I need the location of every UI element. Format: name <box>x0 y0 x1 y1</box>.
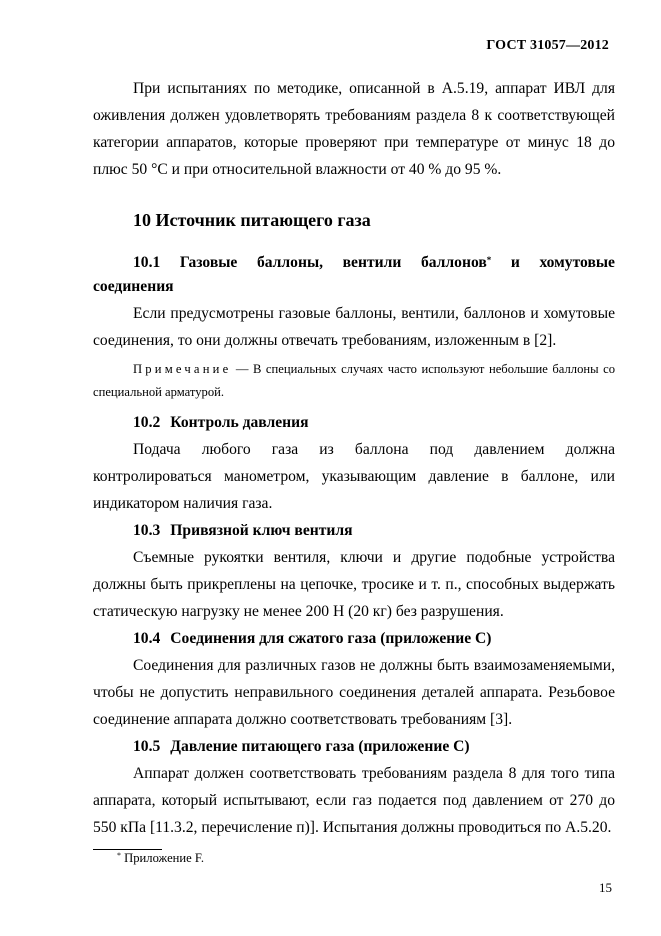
heading-num: 10.1 <box>133 254 161 271</box>
note-label: Примечание <box>133 362 232 376</box>
heading-word: баллоны, <box>256 254 324 271</box>
heading-num: 10.3 <box>133 522 161 539</box>
heading-text: Давление питающего газа (приложение С) <box>170 738 470 755</box>
footnote-separator <box>93 849 162 850</box>
heading-text: Контроль давления <box>170 414 309 431</box>
heading-continuation: соединения <box>93 278 174 295</box>
intro-line-1: При испытаниях по методике, описанной в А.5.19, аппарат ИВЛ для <box>133 80 615 97</box>
footnote-mark: * <box>117 851 121 860</box>
subsection-heading <box>93 409 615 436</box>
heading-word: вентили <box>342 254 402 271</box>
note <box>93 358 615 404</box>
heading-num: 10.2 <box>133 414 161 431</box>
subsection-heading <box>93 517 615 544</box>
subsection-10-3 <box>93 517 615 625</box>
subsection-body: Съемные рукоятки вентиля, ключи и другие подобные устройства должны быть прикреплены на цепочке, тросике и т. п., способных выдержать статическую нагрузку не менее 200 Н (20 кг) без разрушения. <box>93 549 615 620</box>
section-title: Источник питающего газа <box>155 210 371 230</box>
subsection-heading <box>93 625 615 652</box>
subsection-heading <box>93 249 615 276</box>
section-number: 10 <box>133 210 151 230</box>
subsection-body: Если предусмотрены газовые баллоны, вентили, баллонов и хомутовые соединения, то они должны отвечать требованиям, изложенным в [2]. <box>93 305 615 349</box>
page-number: 15 <box>599 880 612 895</box>
heading-text: Соединения для сжатого газа (приложение С) <box>170 630 492 647</box>
heading-word <box>421 249 491 276</box>
subsection-heading <box>93 733 615 760</box>
heading-word: Газовые <box>179 254 238 271</box>
heading-word-text: баллонов <box>420 254 487 271</box>
subsection-10-2 <box>93 409 615 517</box>
intro-rest: оживления должен удовлетворять требованиям раздела 8 к соответствующей категории аппаратов, которые проверяют при температуре от минус 18 до плюс 50 °С и при относительной влажности от 40 % до 95 %. <box>93 107 615 178</box>
subsection-10-5 <box>93 733 615 841</box>
subsection-10-1 <box>93 249 615 404</box>
page-content <box>93 75 615 841</box>
heading-num: 10.4 <box>133 630 161 647</box>
heading-text: Привязной ключ вентиля <box>170 522 353 539</box>
footnote-reference: * <box>486 255 492 265</box>
section-10-heading <box>133 208 615 232</box>
document-code: ГОСТ 31057—2012 <box>486 38 609 53</box>
heading-word: хомутовые <box>539 254 615 271</box>
subsection-body: Подача любого газа из баллона под давлением должна контролироваться манометром, указывающим давление в баллоне, или индикатором наличия газа. <box>93 441 615 512</box>
note-text: — В специальных случаях часто используют небольшие баллоны со специальной арматурой. <box>93 362 615 399</box>
subsection-body: Соединения для различных газов не должны быть взаимозаменяемыми, чтобы не допустить неправильного соединения деталей аппарата. Резьбовое соединение аппарата должно соответствовать требованиям [3]. <box>93 657 615 728</box>
intro-paragraph <box>93 75 615 183</box>
heading-num: 10.5 <box>133 738 161 755</box>
subsection-body: Аппарат должен соответствовать требованиям раздела 8 для того типа аппарата, который испытывают, если газ подается под давлением от 270 до 550 кПа [11.3.2, перечисление п)]. Испытания должны проводиться по А.5.20. <box>93 765 615 836</box>
footnote-text: Приложение F. <box>121 851 205 865</box>
footnote <box>117 851 204 866</box>
heading-word: и <box>510 254 520 271</box>
subsection-10-4 <box>93 625 615 733</box>
